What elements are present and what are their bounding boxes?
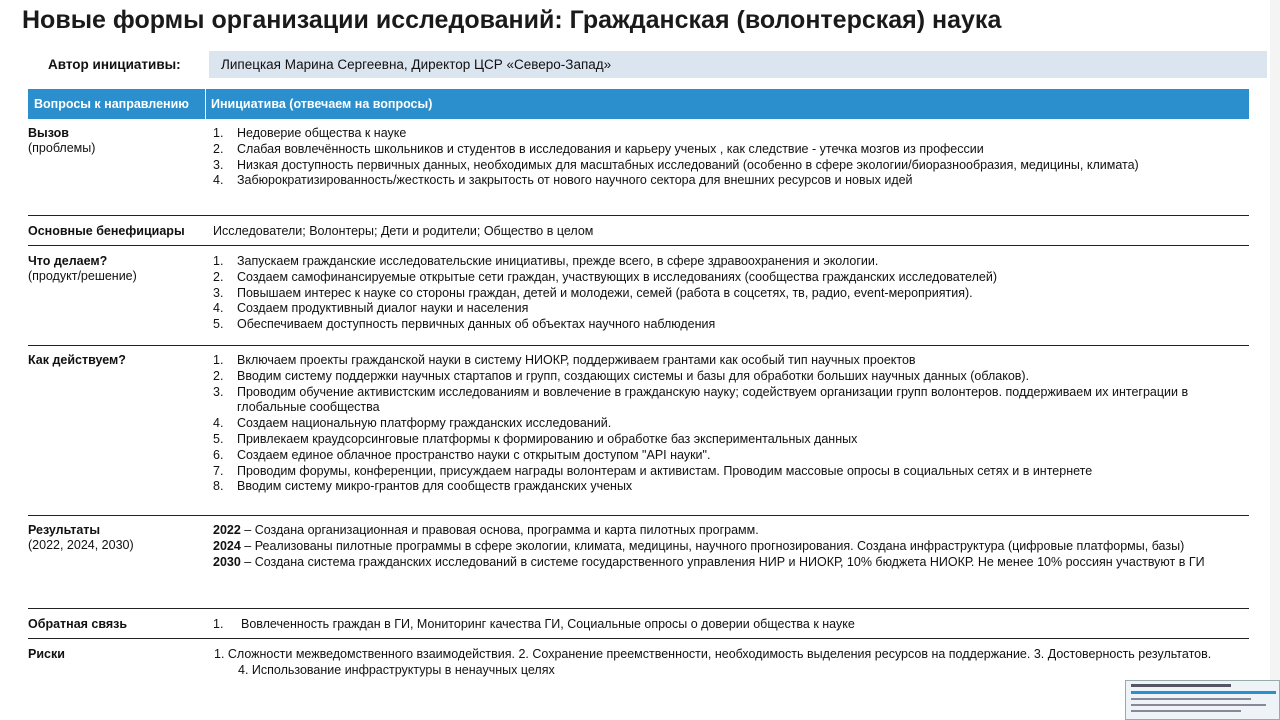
list-item (213, 270, 1233, 286)
item-text: Вводим систему поддержки научных стартапов и групп, создающих системы и базы для обработки больших научных данных (облаков). (237, 368, 1030, 383)
item-text: Запускаем гражданские исследовательские инициативы, прежде всего, в сфере здравоохранения и экологии. (237, 254, 879, 268)
divider (28, 215, 1249, 216)
divider (28, 608, 1249, 609)
list-item (213, 479, 1233, 495)
row-label (28, 224, 208, 239)
row-label (28, 523, 208, 553)
challenge-list (213, 126, 1233, 189)
how-label: Как действуем? (28, 353, 126, 367)
item-number: 2. (213, 141, 224, 156)
item-number: 4. (213, 173, 224, 188)
page-title: Новые формы организации исследований: Гражданская (волонтерская) наука (22, 6, 1002, 34)
result-item (213, 523, 1233, 539)
item-text: Недоверие общества к науке (237, 126, 407, 140)
item-text: Создаем национальную платформу гражданских исследований. (237, 416, 612, 431)
beneficiaries-label: Основные бенефициары (28, 224, 185, 238)
header-questions: Вопросы к направлению (34, 97, 189, 111)
slide-thumbnail[interactable] (1125, 680, 1280, 720)
results-label: Результаты (28, 523, 101, 537)
list-item (213, 317, 1233, 333)
item-number: 1. (213, 617, 224, 631)
challenge-label: Вызов (28, 126, 69, 140)
item-number: 1. (213, 254, 224, 268)
list-item (213, 254, 1233, 270)
item-text: Слабая вовлечённость школьников и студентов в исследования и карьеру ученых , как следствие - утечка мозгов из профессии (237, 141, 984, 156)
list-item (213, 142, 1233, 158)
item-number: 3. (213, 157, 224, 172)
divider (28, 638, 1249, 639)
list-item (213, 416, 1233, 432)
what-sublabel: (продукт/решение) (28, 269, 137, 283)
list-item (213, 464, 1233, 480)
result-text: – Реализованы пилотные программы в сфере экологии, климата, медицины, научного прогнозирования. Создана инфраструктура (цифровые платформы, базы) (240, 538, 1185, 553)
item-text: Привлекаем краудсорсинговые платформы к формированию и обработке баз экспериментальных данных (237, 431, 858, 446)
thumb-line (1131, 704, 1266, 706)
feedback-label: Обратная связь (28, 617, 128, 631)
item-text: Обеспечиваем доступность первичных данных об объектах научного наблюдения (237, 317, 716, 332)
list-item (213, 385, 1233, 417)
item-text: Вводим систему микро-грантов для сообществ гражданских ученых (237, 479, 633, 494)
item-text: Низкая доступность первичных данных, необходимых для масштабных исследований (особенно в сфере экологии/биоразнообразия, медицины, климата) (237, 157, 1139, 172)
item-number: 2. (213, 368, 224, 383)
item-text: Вовлеченность граждан в ГИ, Мониторинг качества ГИ, Социальные опросы о доверии общества к науке (241, 617, 855, 631)
item-text: Забюрократизированность/жесткость и закрытость от нового научного сектора для внешних ресурсов и новых идей (237, 173, 913, 188)
header-divider (205, 89, 206, 119)
item-number: 1. (213, 126, 224, 140)
list-item (213, 126, 1233, 142)
what-content (213, 254, 1233, 333)
table-header (28, 89, 1249, 119)
what-label: Что делаем? (28, 254, 108, 268)
list-item (213, 173, 1233, 189)
item-number: 6. (213, 447, 224, 462)
result-text: – Создана система гражданских исследований в системе государственного управления НИР и НИОКР, 10% бюджета НИОКР. Не менее 10% россиян участвуют в ГИ (240, 554, 1205, 569)
result-year: 2022 (213, 523, 241, 537)
item-number: 7. (213, 463, 224, 478)
divider (28, 515, 1249, 516)
what-list (213, 254, 1233, 333)
item-text: Проводим обучение активистским исследованиям и вовлечение в гражданскую науку; содействуем организации групп волонтеров. поддерживаем их интеграции в глобальные сообщества (237, 384, 1189, 415)
row-label (28, 617, 208, 632)
scroll-edge (1270, 0, 1280, 720)
header-initiative: Инициатива (отвечаем на вопросы) (211, 97, 433, 111)
thumb-line (1131, 710, 1241, 712)
row-label (28, 126, 208, 156)
list-item (213, 617, 1233, 633)
how-content (213, 353, 1233, 495)
item-text: Создаем единое облачное пространство науки с открытым доступом "API науки". (237, 447, 711, 462)
list-item (213, 301, 1233, 317)
list-item (213, 432, 1233, 448)
item-number: 8. (213, 479, 224, 494)
list-item (213, 286, 1233, 302)
item-number: 4. (213, 416, 224, 431)
item-number: 5. (213, 431, 224, 446)
list-item (213, 158, 1233, 174)
result-text: – Создана организационная и правовая основа, программа и карта пилотных программ. (240, 523, 759, 537)
results-sublabel: (2022, 2024, 2030) (28, 538, 134, 552)
risks-label: Риски (28, 647, 65, 661)
challenge-sublabel: (проблемы) (28, 141, 96, 155)
item-text: Повышаем интерес к науке со стороны граждан, детей и молодежи, семей (работа в соцсетях, тв, радио, event-мероприятия). (237, 285, 973, 300)
item-text: Проводим форумы, конференции, присуждаем награды волонтерам и активистам. Проводим массовые опросы в социальных сетях и в интернете (237, 463, 1093, 478)
list-item (213, 448, 1233, 464)
feedback-list (213, 617, 1233, 633)
result-item (213, 555, 1233, 571)
row-label (28, 254, 208, 284)
beneficiaries-text: Исследователи; Волонтеры; Дети и родители; Общество в целом (213, 224, 594, 238)
thumb-line (1131, 698, 1251, 700)
result-item (213, 539, 1233, 555)
item-text: Создаем самофинансируемые открытые сети граждан, участвующих в исследованиях (сообщества гражданских исследователей) (237, 269, 997, 284)
item-number: 4. (213, 301, 224, 316)
item-number: 2. (213, 269, 224, 284)
row-label (28, 647, 208, 662)
item-text: Включаем проекты гражданской науки в систему НИОКР, поддерживаем грантами как особый тип научных проектов (237, 353, 916, 367)
item-number: 3. (213, 384, 224, 399)
thumb-line (1131, 691, 1276, 694)
how-list (213, 353, 1233, 495)
item-text: Создаем продуктивный диалог науки и населения (237, 301, 529, 316)
result-year: 2030 (213, 554, 241, 569)
feedback-content (213, 617, 1233, 633)
item-number: 3. (213, 285, 224, 300)
results-content (213, 523, 1233, 570)
divider (28, 345, 1249, 346)
result-year: 2024 (213, 538, 241, 553)
divider (28, 245, 1249, 246)
item-number: 5. (213, 317, 224, 332)
row-label (28, 353, 208, 368)
author-value: Липецкая Марина Сергеевна, Директор ЦСР «Северо-Запад» (209, 51, 1267, 78)
list-item (213, 369, 1233, 385)
thumb-line (1131, 684, 1231, 687)
author-label: Автор инициативы: (48, 57, 181, 72)
challenge-content (213, 126, 1233, 189)
list-item (213, 353, 1233, 369)
item-number: 1. (213, 353, 224, 367)
risks-text: 1. Сложности межведомственного взаимодействия. 2. Сохранение преемственности, необходимость выделения ресурсов на поддержание. 3. Достоверность результатов. 4. Использование инфраструктуры в ненаучных целях (214, 647, 1212, 677)
